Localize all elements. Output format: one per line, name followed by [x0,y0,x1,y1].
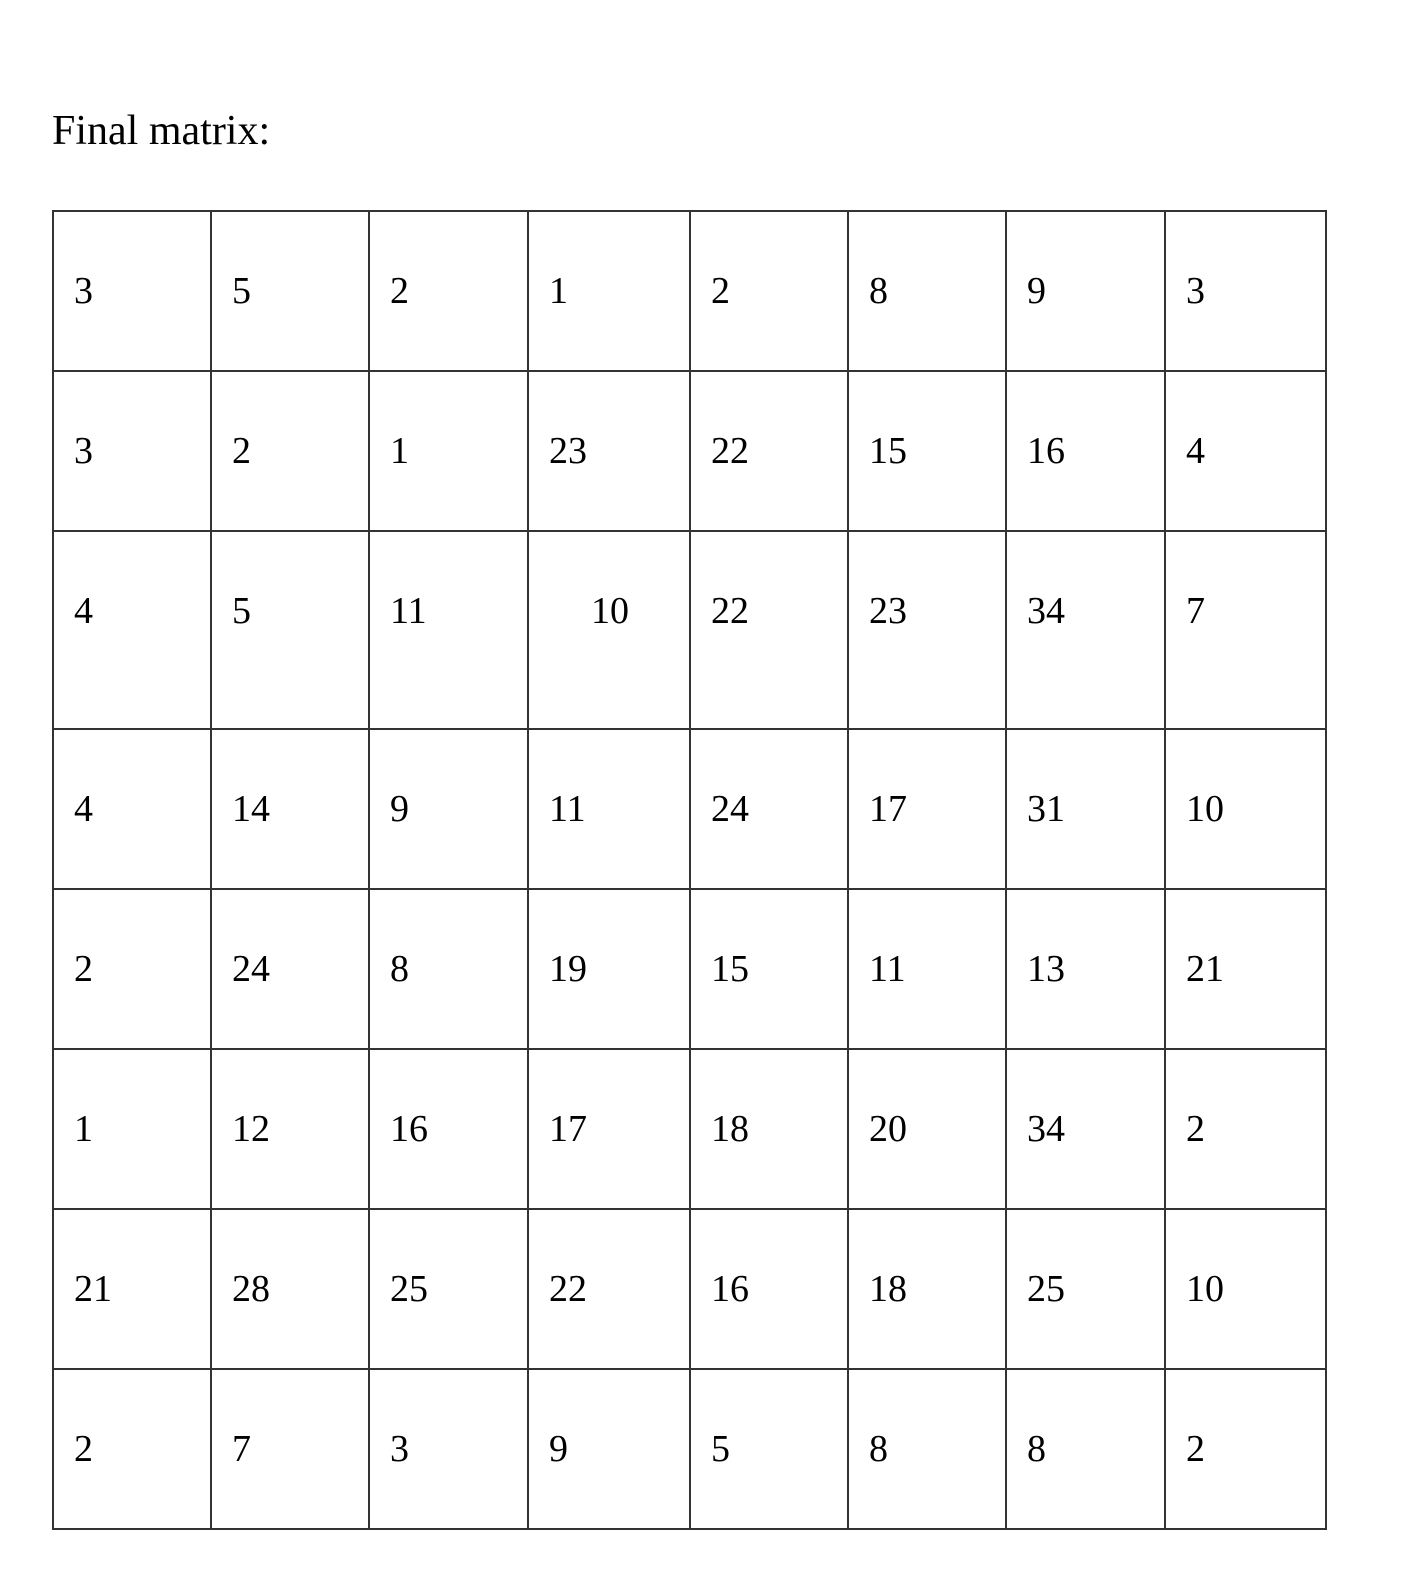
matrix-cell: 8 [848,211,1006,371]
matrix-cell: 1 [369,371,528,531]
matrix-cell: 1 [528,211,690,371]
matrix-cell: 34 [1006,1049,1165,1209]
matrix-cell: 19 [528,889,690,1049]
matrix-cell: 28 [211,1209,369,1369]
matrix-cell: 1 [53,1049,211,1209]
matrix-row-4 [53,729,1326,889]
matrix-cell: 3 [53,211,211,371]
matrix-cell: 31 [1006,729,1165,889]
matrix-cell: 16 [1006,371,1165,531]
matrix-cell: 14 [211,729,369,889]
matrix-cell: 9 [1006,211,1165,371]
matrix-cell: 22 [690,371,848,531]
matrix-cell: 25 [369,1209,528,1369]
matrix-cell: 10 [528,531,690,729]
matrix-cell: 5 [211,211,369,371]
matrix-cell: 7 [1165,531,1326,729]
matrix-cell: 10 [1165,729,1326,889]
matrix-cell: 2 [369,211,528,371]
matrix-cell: 23 [848,531,1006,729]
matrix-cell: 16 [690,1209,848,1369]
matrix-cell: 20 [848,1049,1006,1209]
matrix-cell: 17 [528,1049,690,1209]
matrix-cell: 18 [690,1049,848,1209]
matrix-cell: 22 [690,531,848,729]
matrix-row-8 [53,1369,1326,1529]
matrix-cell: 11 [848,889,1006,1049]
matrix-cell: 8 [848,1369,1006,1529]
matrix-cell: 2 [1165,1049,1326,1209]
matrix-row-7 [53,1209,1326,1369]
matrix-row-1 [53,211,1326,371]
matrix-cell: 4 [1165,371,1326,531]
matrix-cell: 21 [1165,889,1326,1049]
matrix-row-5 [53,889,1326,1049]
final-matrix-table [52,210,1327,1530]
matrix-cell: 2 [1165,1369,1326,1529]
page-title: Final matrix: [52,108,271,154]
matrix-cell: 13 [1006,889,1165,1049]
matrix-cell: 8 [1006,1369,1165,1529]
matrix-cell: 15 [848,371,1006,531]
matrix-cell: 24 [690,729,848,889]
matrix-cell: 2 [53,1369,211,1529]
matrix-cell: 7 [211,1369,369,1529]
matrix-cell: 17 [848,729,1006,889]
matrix-cell: 11 [528,729,690,889]
matrix-cell: 24 [211,889,369,1049]
matrix-cell: 10 [1165,1209,1326,1369]
matrix-cell: 9 [369,729,528,889]
matrix-cell: 3 [53,371,211,531]
matrix-cell: 21 [53,1209,211,1369]
matrix-cell: 2 [53,889,211,1049]
matrix-cell: 12 [211,1049,369,1209]
matrix-cell: 5 [211,531,369,729]
matrix-cell: 8 [369,889,528,1049]
matrix-cell: 4 [53,729,211,889]
matrix-row-6 [53,1049,1326,1209]
matrix-cell: 15 [690,889,848,1049]
matrix-cell: 11 [369,531,528,729]
matrix-cell: 2 [690,211,848,371]
matrix-cell: 16 [369,1049,528,1209]
matrix-cell: 5 [690,1369,848,1529]
matrix-cell: 34 [1006,531,1165,729]
matrix-cell: 3 [1165,211,1326,371]
matrix-cell: 4 [53,531,211,729]
matrix-row-2 [53,371,1326,531]
matrix-cell: 25 [1006,1209,1165,1369]
matrix-cell: 3 [369,1369,528,1529]
matrix-cell: 2 [211,371,369,531]
matrix-cell: 18 [848,1209,1006,1369]
matrix-cell: 9 [528,1369,690,1529]
matrix-cell: 22 [528,1209,690,1369]
matrix-row-3 [53,531,1326,729]
matrix-cell: 23 [528,371,690,531]
